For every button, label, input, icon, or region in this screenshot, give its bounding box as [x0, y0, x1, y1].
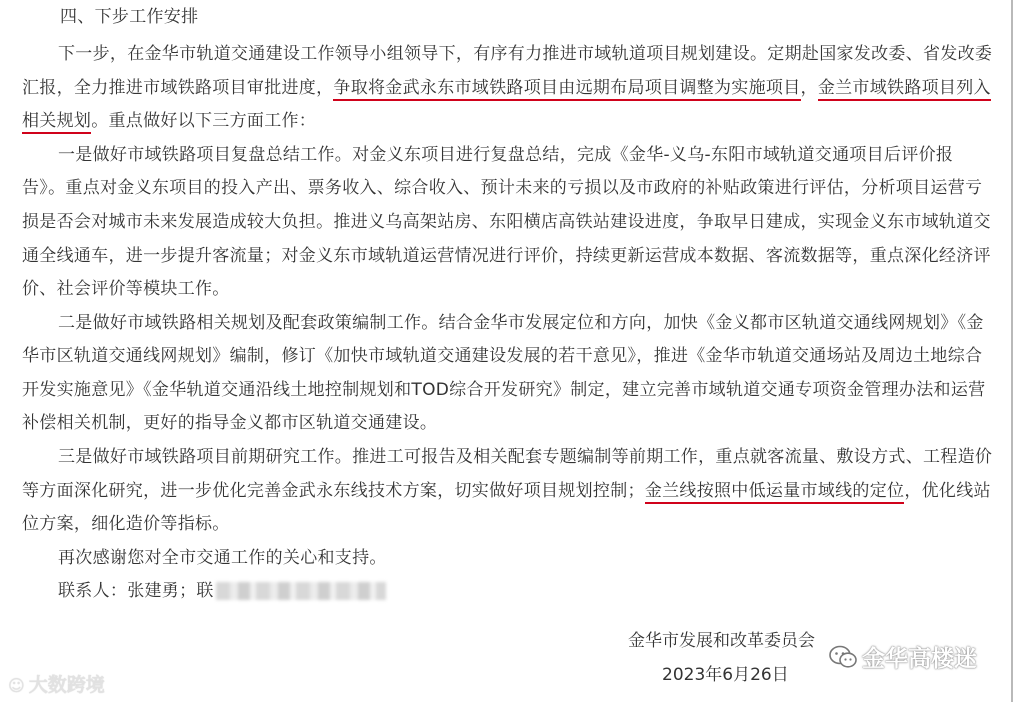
heading-text: 四、下步工作安排 — [60, 7, 199, 27]
highlighted-text: 相关规划 — [22, 111, 91, 134]
paragraph-line: 告》。重点对金义东项目的投入产出、票务收入、综合收入、预计未来的亏损以及市政府的补贴政策进行评估，分析项目运营亏 — [22, 178, 983, 198]
text-segment: 等方面深化研究，进一步优化完善金武永东线技术方案，切实做好项目规划控制； — [22, 481, 645, 501]
paragraph-line: 开发实施意见》《金华轨道交通沿线土地控制规划和TOD综合开发研究》制定，建立完善市域轨道交通专项资金管理办法和运营 — [22, 380, 986, 400]
watermark-left: ☺ 大数跨境 — [8, 674, 105, 696]
signature-date: 2023年6月26日 — [662, 665, 789, 685]
text-segment: ，优化线站 — [904, 481, 991, 501]
paragraph-line: 通全线通车，进一步提升客流量；对金义东市域轨道运营情况进行评价，持续更新运营成本数据、客流数据等，重点深化经济评 — [22, 246, 991, 266]
paragraph-line: 补偿相关机制，更好的指导金义都市区轨道交通建设。 — [22, 413, 438, 433]
paragraph-line — [22, 480, 991, 504]
highlighted-text: 金兰线按照中低运量市域线的定位 — [645, 481, 905, 504]
paragraph-line: 损是否会对城市未来发展造成较大负担。推进义乌高架站房、东阳横店高铁站建设进度，争取早日建成，实现金义东市域轨道交 — [22, 212, 991, 232]
section-heading — [60, 6, 198, 30]
contact-line — [58, 580, 386, 604]
paragraph-line — [22, 77, 991, 101]
watermark-logo-icon: ☺ — [8, 676, 25, 695]
paragraph-line: 三是做好市域铁路项目前期研究工作。推进工可报告及相关配套专题编制等前期工作，重点就客流量、敷设方式、工程造价 — [58, 447, 993, 467]
highlighted-text: 争取将金武永东市域铁路项目由远期布局项目调整为实施项目 — [333, 78, 800, 101]
paragraph-line: 一是做好市域铁路项目复盘总结工作。对金义东项目进行复盘总结，完成《金华-义乌-东阳市域轨道交通项目后评价报 — [58, 145, 954, 165]
text-segment: 。重点做好以下三方面工作： — [91, 111, 317, 131]
paragraph-line: 下一步，在金华市轨道交通建设工作领导小组领导下，有序有力推进市域轨道项目规划建设。定期赴国家发改委、省发改委 — [58, 44, 993, 64]
paragraph-line: 位方案，细化造价等指标。 — [22, 514, 230, 534]
paragraph-line — [22, 110, 316, 134]
paragraph-line: 华市区轨道交通线网规划》编制，修订《加快市域轨道交通建设发展的若干意见》，推进《金华市轨道交通场站及周边土地综合 — [22, 346, 983, 366]
paragraph-line: 价、社会评价等模块工作。 — [22, 279, 230, 299]
wechat-icon — [828, 644, 858, 676]
highlighted-text: 金兰市域铁路项目列入 — [818, 78, 991, 101]
signature-org: 金华市发展和改革委员会 — [628, 631, 815, 651]
right-border — [1011, 0, 1013, 702]
redacted-contact — [216, 582, 386, 600]
paragraph-line: 二是做好市域铁路相关规划及配套政策编制工作。结合金华市发展定位和方向，加快《金义都市区轨道交通线网规划》《金 — [58, 313, 984, 333]
contact-text: 联系人：张建勇；联 — [58, 581, 214, 601]
text-segment: 汇报，全力推进市域铁路项目审批进度， — [22, 78, 334, 98]
watermark-right: 金华高楼迷 — [828, 640, 977, 676]
paragraph-line: 再次感谢您对全市交通工作的关心和支持。 — [58, 548, 387, 568]
text-segment: ， — [800, 78, 818, 98]
